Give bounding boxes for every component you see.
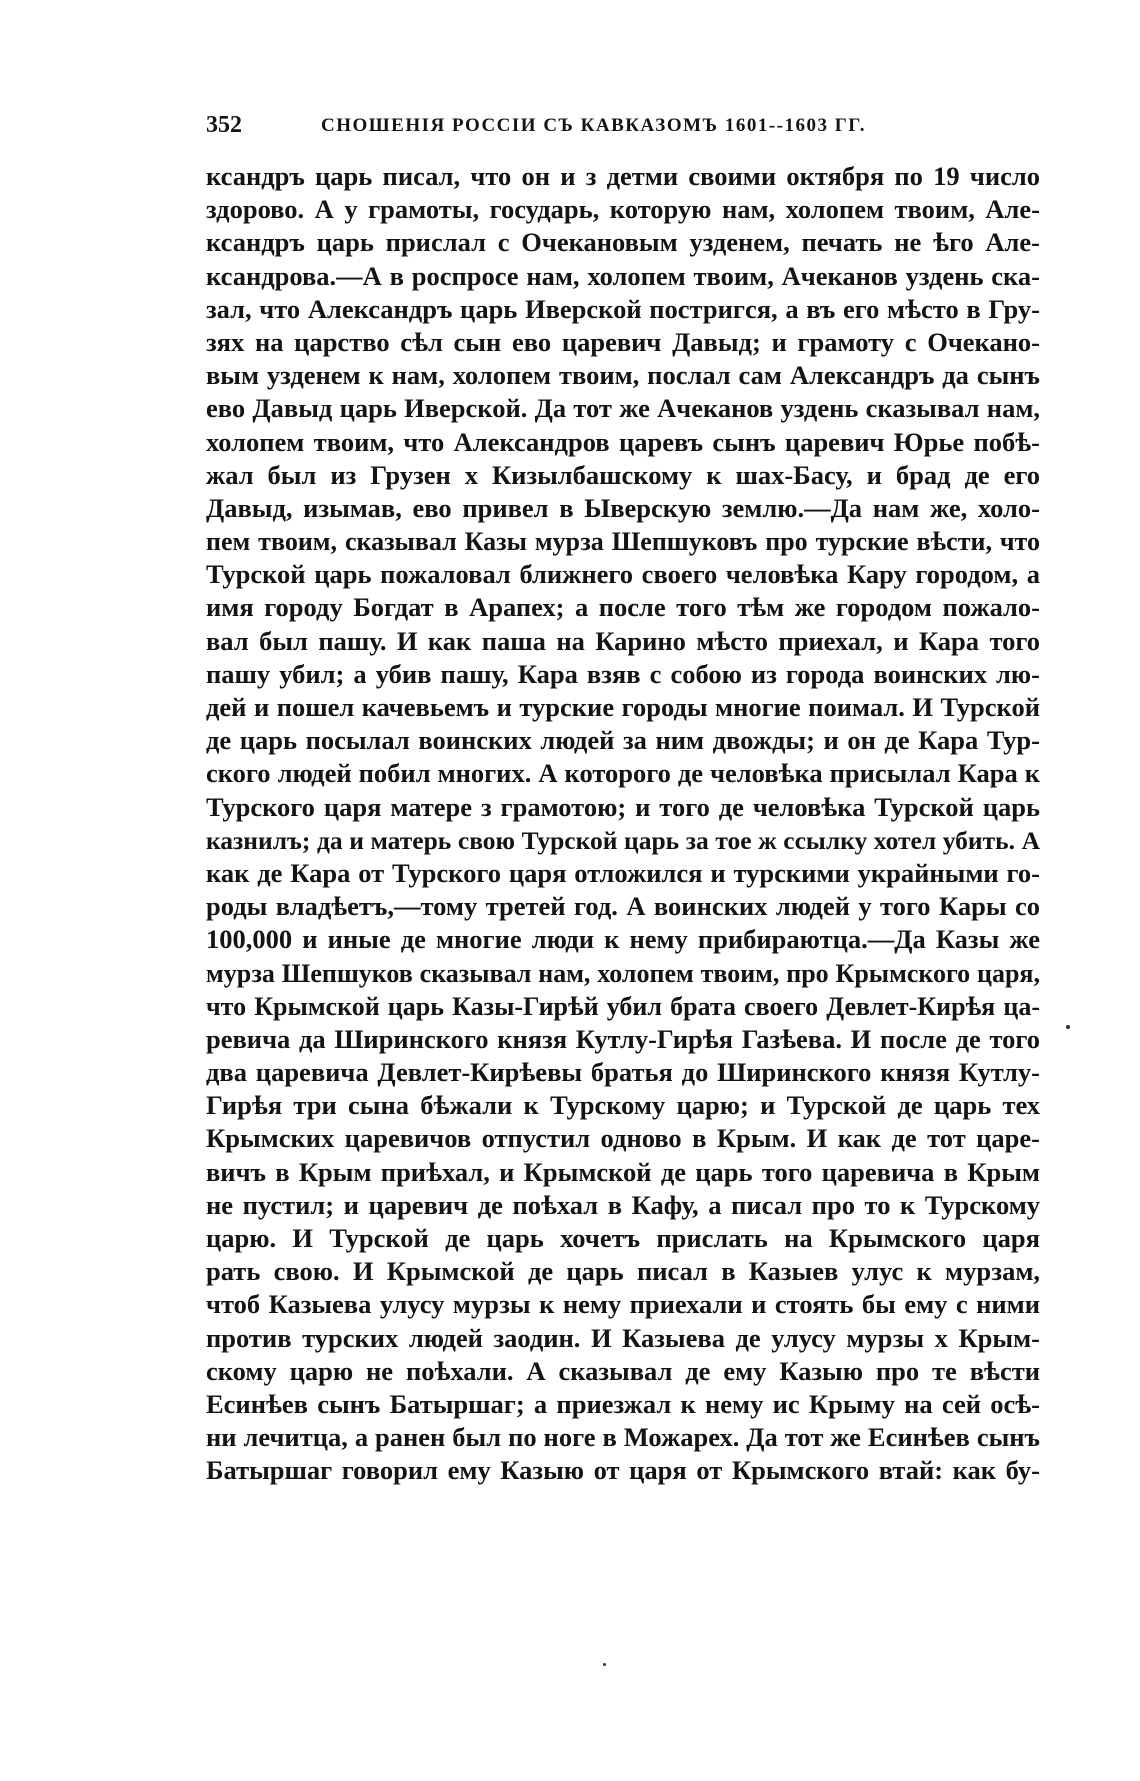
text-line: де царь посылал воинских людей за ним двожды; и он де Кара Тур- [206,725,1040,756]
running-title: СНОШЕНІЯ РОССІИ СЪ КАВКАЗОМЪ 1601--1603 ГГ. [321,115,867,136]
text-line: два царевича Девлет-Кирѣевы братья до Ширинского князя Кутлу- [206,1057,1040,1088]
text-line: Гирѣя три сына бѣжали к Турскому царю; и Турской де царь тех [206,1090,1040,1121]
text-line: казнилъ; да и матерь свою Турской царь за тое ж ссылку хотел убить. А [206,825,1040,855]
text-line: жал был из Грузен х Кизылбашскому к шах-Басу, и брад де его [206,459,1040,490]
text-line: имя городу Богдат в Арапех; а после того тѣм же городом пожало- [206,592,1040,623]
text-line: 100,000 и иные де многие люди к нему прибираютца.—Да Казы же [206,924,1040,955]
text-line: пашу убил; а убив пашу, Кара взяв с собою из города воинских лю- [206,658,1040,689]
text-line: чтоб Казыева улусу мурзы к нему приехали и стоять бы ему с ними [206,1289,1040,1320]
text-line: вал был пашу. И как паша на Карино мѣсто приехал, и Кара того [206,625,1040,656]
text-line: Батыршаг говорил ему Казыю от царя от Крымского втай: как бу- [206,1455,1040,1486]
text-line: ксандръ царь писал, что он и з детми своими октября по 19 число [206,161,1040,191]
scan-speck [603,1663,606,1666]
text-line: пем твоим, сказывал Казы мурза Шепшуковъ про турские вѣсти, что [206,527,1040,557]
text-line: зях на царство сѣл сын ево царевич Давыд; и грамоту с Очекано- [206,326,1040,357]
text-line: Турского царя матере з грамотою; и того де человѣка Турской царь [206,791,1040,822]
scan-speck [1066,1025,1070,1029]
text-line: зал, что Александръ царь Иверской постригся, а въ его мѣсто в Гру- [206,293,1040,324]
text-line: ни лечитца, а ранен был по ноге в Можарех. Да тот же Есинѣев сынъ [206,1422,1040,1453]
text-line: Крымских царевичов отпустил одново в Крым. И как де тот царе- [206,1123,1040,1154]
text-line: вичъ в Крым приѣхал, и Крымской де царь того царевича в Крым [206,1156,1040,1187]
text-line: холопем твоим, что Александров царевъ сынъ царевич Юрье побѣ- [206,426,1040,457]
text-line: роды владѣетъ,—тому третей год. А воинских людей у того Кары со [206,891,1040,922]
text-line: как де Кара от Турского царя отложился и турскими украйными го- [206,857,1040,888]
running-head [206,108,917,148]
text-line: Есинѣев сынъ Батыршаг; а приезжал к нему ис Крыму на сей осѣ- [206,1388,1040,1419]
text-line: ксандръ царь прислал с Очекановым узденем, печать не ѣго Але- [206,227,1040,258]
page-number: 352 [206,112,242,138]
text-line: здорово. А у грамоты, государь, которую нам, холопем твоим, Але- [206,194,1040,225]
text-line: ского людей побил многих. А которого де человѣка присылал Кара к [206,758,1040,789]
body-text [206,160,1040,1488]
text-line: мурза Шепшуков сказывал нам, холопем твоим, про Крымского царя, [206,958,1040,988]
text-line: ревича да Ширинского князя Кутлу-Гирѣя Газѣева. И после де того [206,1023,1040,1054]
text-line: не пустил; и царевич де поѣхал в Кафу, а писал про то к Турскому [206,1189,1040,1220]
text-line: ксандрова.—А в роспросе нам, холопем твоим, Ачеканов уздень ска- [206,260,1040,291]
text-line: против турских людей заодин. И Казыева де улусу мурзы х Крым- [206,1322,1040,1353]
text-line: скому царю не поѣхали. А сказывал де ему Казыю про те вѣсти [206,1355,1040,1386]
text-line: вым узденем к нам, холопем твоим, послал сам Александръ да сынъ [206,360,1040,391]
text-line: царю. И Турской де царь хочетъ прислать на Крымского царя [206,1223,1040,1253]
text-line: Турской царь пожаловал ближнего своего человѣка Кару городом, а [206,559,1040,590]
text-line: рать свою. И Крымской де царь писал в Казыев улус к мурзам, [206,1256,1040,1287]
text-line: Давыд, изымав, ево привел в Ыверскую землю.—Да нам же, холо- [206,492,1040,523]
text-line: дей и пошел качевьемъ и турские городы многие поимал. И Турской [206,692,1040,722]
text-line: ево Давыд царь Иверской. Да тот же Ачеканов уздень сказывал нам, [206,393,1040,424]
text-line: что Крымской царь Казы-Гирѣй убил брата своего Девлет-Кирѣя ца- [206,991,1040,1021]
